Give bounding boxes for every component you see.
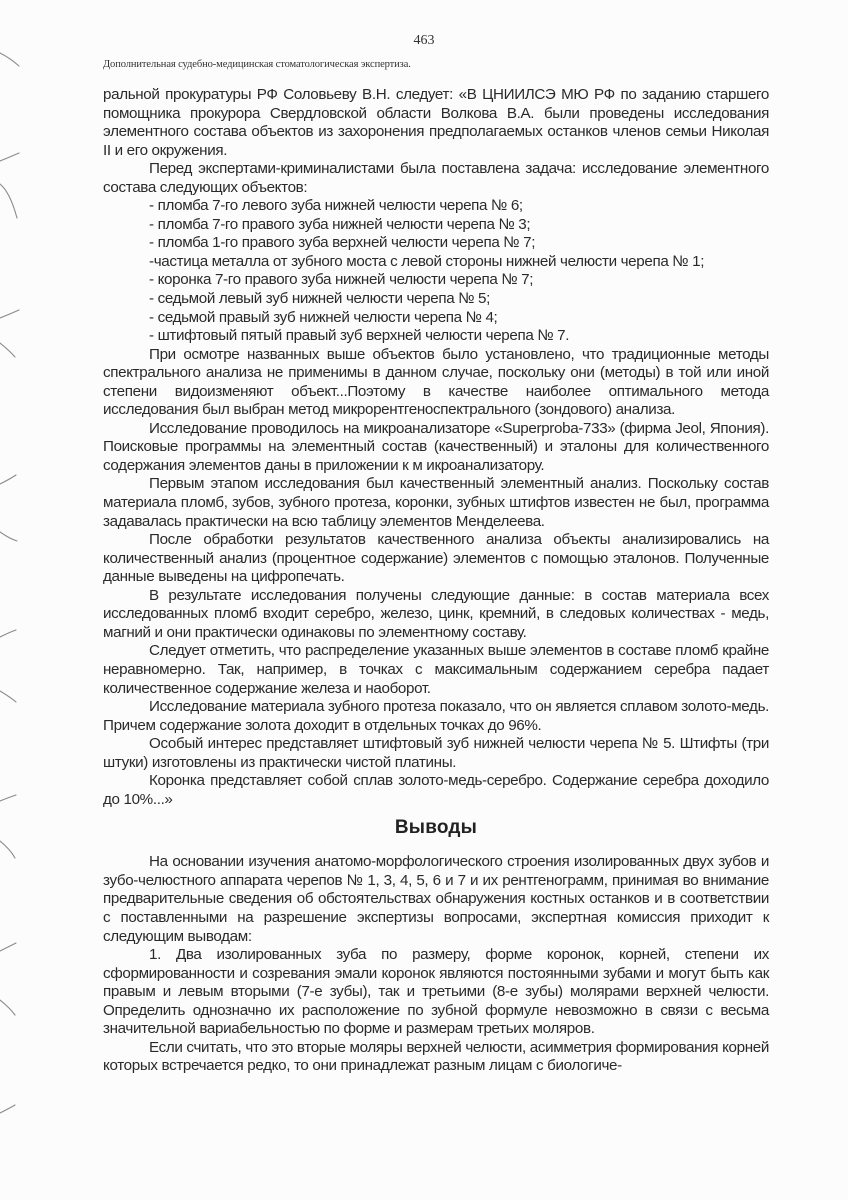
paragraph: После обработки результатов качественного анализа объекты анализировались на количественный анализ (процентное содержание) элементов с помощью эталонов. Полученные данные выведены на цифропечать. [103, 531, 769, 586]
list-item: - пломба 1-го правого зуба верхней челюсти черепа № 7; [149, 234, 536, 252]
section-heading-conclusions: Выводы [394, 817, 478, 839]
paragraph: На основании изучения анатомо-морфологического строения изолированных двух зубов и зубо-челюстного аппарата черепов № 1, 3, 4, 5, 6 и 7 и их рентгенограмм, принимая во внимание предварительные сведения об обстоятельствах обнаружения костных останков и в соответствии с поставленными на разрешение экспертизы вопросами, экспертная комиссия приходит к следующим выводам: [103, 853, 769, 945]
binding-mark-strokes-icon [0, 0, 30, 1200]
paragraph: Первым этапом исследования был качественный элементный анализ. Поскольку состав материала пломб, зубов, зубного протеза, коронки, зубных штифтов известен не был, программа задавалась практически на всю таблицу элементов Менделеева. [103, 475, 769, 530]
paragraph: Если считать, что это вторые моляры верхней челюсти, асимметрия формирования корней которых встречается редко, то они принадлежат разным лицам с биологиче- [103, 1038, 769, 1075]
list-item: - штифтовый пятый правый зуб верхней челюсти черепа № 7. [149, 327, 570, 345]
paragraph: Перед экспертами-криминалистами была поставлена задача: исследование элементного состава следующих объектов: [103, 160, 769, 196]
paragraph: Исследование материала зубного протеза показало, что он является сплавом золото-медь. Причем содержание золота доходит в отдельных точках до 96%. [103, 698, 769, 734]
paragraph: ральной прокуратуры РФ Соловьеву В.Н. следует: «В ЦНИИЛСЭ МЮ РФ по заданию старшего помощника прокурора Свердловской области Волкова В.А. были проведены исследования элементного состава объектов из захоронения предполагаемых останков членов семьи Николая II и его окружения. [103, 86, 769, 159]
objects-list [103, 197, 769, 345]
page-number: 463 [413, 33, 435, 48]
binding-hole-marks [0, 0, 30, 1200]
list-item: - седьмой левый зуб нижней челюсти черепа № 5; [149, 290, 490, 308]
paragraph: При осмотре названных выше объектов было установлено, что традиционные методы спектрального анализа не применимы в данном случае, поскольку они (методы) в той или иной степени видоизменяют объект...Поэтому в качестве наиболее оптимального метода исследования был выбран метод микрорентгеноспектрального (зондового) анализа. [103, 345, 769, 419]
list-item: - пломба 7-го правого зуба нижней челюсти черепа № 3; [149, 215, 531, 233]
paragraph: Коронка представляет собой сплав золото-медь-серебро. Содержание серебра доходило до 10%...» [103, 772, 769, 808]
list-item: - седьмой правый зуб нижней челюсти черепа № 4; [149, 308, 498, 326]
list-item: - пломба 7-го левого зуба нижней челюсти черепа № 6; [149, 197, 523, 215]
document-body [103, 86, 769, 1076]
running-head: Дополнительная судебно-медицинская стоматологическая экспертиза. [103, 59, 411, 70]
paragraph: Исследование проводилось на микроанализаторе «Superproba-733» (фирма Jeol, Япония). Поисковые программы на элементный состав (качественный) и эталоны для количественного содержания элементов даны в приложении к м икроанализатору. [103, 419, 769, 474]
list-item: - коронка 7-го правого зуба нижней челюсти черепа № 7; [149, 271, 534, 289]
list-item: -частица металла от зубного моста с левой стороны нижней челюсти черепа № 1; [149, 252, 705, 270]
paragraph: Следует отметить, что распределение указанных выше элементов в составе пломб крайне неравномерно. Так, например, в точках с максимальным содержанием серебра падает количественное содержание железа и наоборот. [103, 642, 769, 697]
paragraph: В результате исследования получены следующие данные: в состав материала всех исследованных пломб входит серебро, железо, цинк, кремний, в следовых количествах - медь, магний и они практически одинаковы по элементному составу. [103, 586, 769, 641]
paragraph: 1. Два изолированных зуба по размеру, форме коронок, корней, степени их сформированности и созревания эмали коронок являются постоянными зубами и могут быть как правым и левым вторыми (7-е зубы), так и третьими (8-е зубы) молярами верхней челюсти. Определить однозначно их расположение по зубной формуле невозможно в связи с весьма значительной вариабельностью по форме и размерам третьих моляров. [103, 946, 769, 1038]
paragraph: Особый интерес представляет штифтовый зуб нижней челюсти черепа № 5. Штифты (три штуки) изготовлены из практически чистой платины. [103, 735, 769, 771]
